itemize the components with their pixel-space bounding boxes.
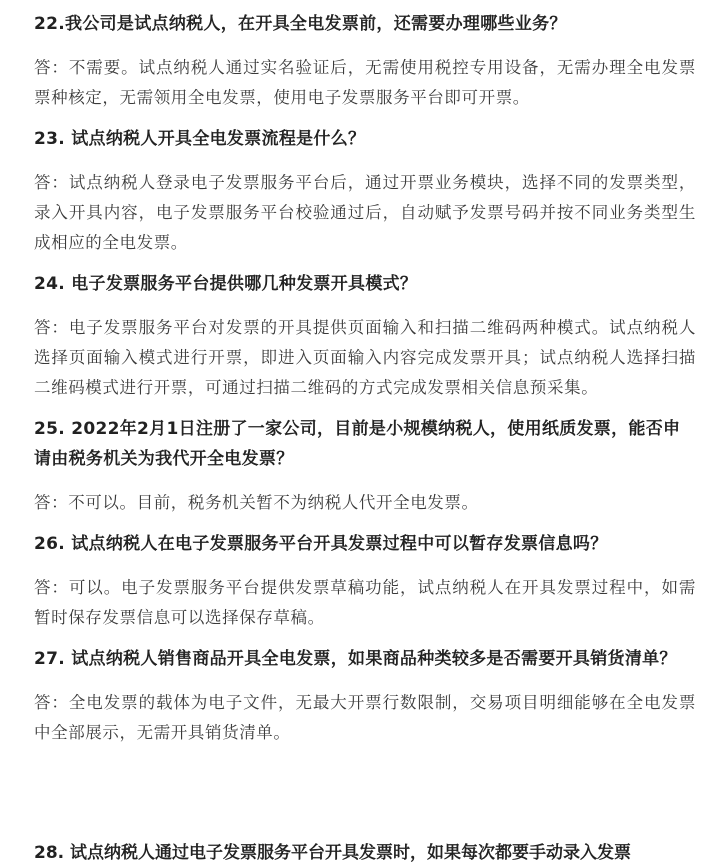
faq-item-24 bbox=[34, 269, 696, 403]
question-24: 24. 电子发票服务平台提供哪几种发票开具模式？ bbox=[34, 274, 418, 294]
question-25: 25. 2022年2月1日注册了一家公司，目前是小规模纳税人，使用纸质发票，能否申请由税务机关为我代开全电发票？ bbox=[34, 419, 681, 469]
answer-27: 答：全电发票的载体为电子文件，无最大开票行数限制，交易项目明细能够在全电发票中全部展示，无需开具销货清单。 bbox=[34, 693, 696, 742]
faq-content bbox=[34, 0, 696, 748]
faq-item-27 bbox=[34, 644, 696, 748]
question-26: 26. 试点纳税人在电子发票服务平台开具发票过程中可以暂存发票信息吗？ bbox=[34, 534, 608, 554]
answer-24: 答：电子发票服务平台对发票的开具提供页面输入和扫描二维码两种模式。试点纳税人选择页面输入模式进行开票，即进入页面输入内容完成发票开具；试点纳税人选择扫描二维码模式进行开票，可通过扫描二维码的方式完成发票相关信息预采集。 bbox=[34, 318, 696, 397]
answer-23: 答：试点纳税人登录电子发票服务平台后，通过开票业务模块，选择不同的发票类型，录入开具内容，电子发票服务平台校验通过后，自动赋予发票号码并按不同业务类型生成相应的全电发票。 bbox=[34, 173, 696, 252]
faq-item-22 bbox=[34, 9, 696, 113]
faq-item-25 bbox=[34, 414, 696, 518]
answer-22: 答：不需要。试点纳税人通过实名验证后，无需使用税控专用设备，无需办理全电发票票种核定，无需领用全电发票，使用电子发票服务平台即可开票。 bbox=[34, 58, 696, 107]
question-27: 27. 试点纳税人销售商品开具全电发票，如果商品种类较多是否需要开具销货清单？ bbox=[34, 649, 677, 669]
question-22: 22.我公司是试点纳税人，在开具全电发票前，还需要办理哪些业务？ bbox=[34, 14, 567, 34]
question-28-cutoff: 28. 试点纳税人通过电子发票服务平台开具发票时，如果每次都要手动录入发票 bbox=[34, 843, 632, 863]
answer-25: 答：不可以。目前，税务机关暂不为纳税人代开全电发票。 bbox=[34, 493, 479, 512]
faq-item-26 bbox=[34, 529, 696, 633]
question-23: 23. 试点纳税人开具全电发票流程是什么？ bbox=[34, 129, 366, 149]
faq-item-23 bbox=[34, 124, 696, 258]
answer-26: 答：可以。电子发票服务平台提供发票草稿功能，试点纳税人在开具发票过程中，如需暂时保存发票信息可以选择保存草稿。 bbox=[34, 578, 696, 627]
